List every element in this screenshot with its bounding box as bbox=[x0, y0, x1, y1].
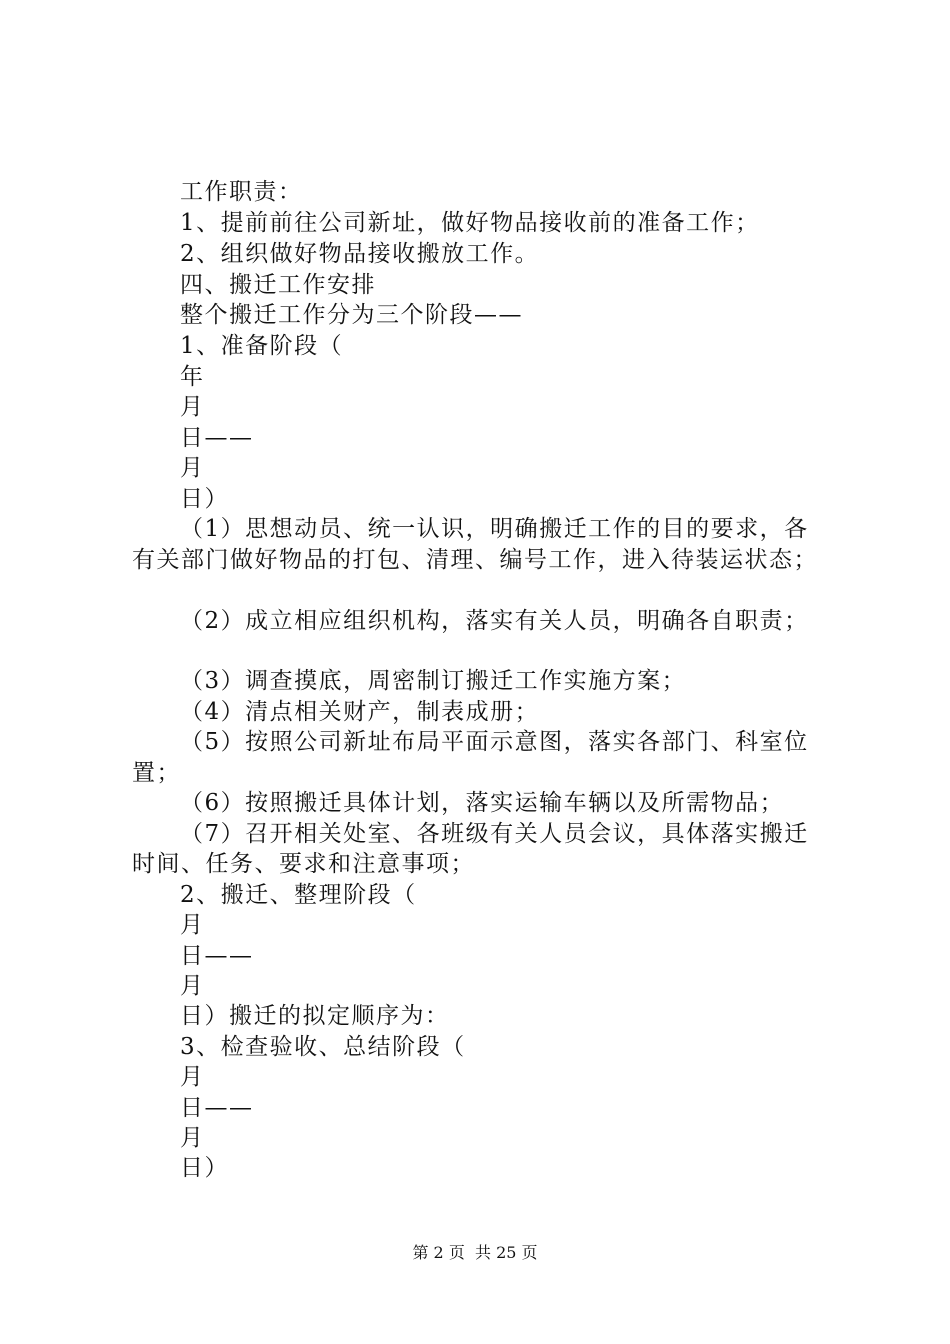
text-line: 1、提前前往公司新址，做好物品接收前的准备工作； bbox=[180, 210, 760, 236]
text-line: （6）按照搬迁具体计划，落实运输车辆以及所需物品； bbox=[180, 790, 785, 816]
text-line: 日） bbox=[180, 1155, 229, 1181]
text-line: 日—— bbox=[180, 1095, 254, 1121]
section-heading: 四、搬迁工作安排 bbox=[180, 272, 376, 298]
text-line: 1、准备阶段（ bbox=[180, 333, 344, 359]
text-line: 工作职责： bbox=[180, 179, 303, 205]
text-line: 日） bbox=[180, 486, 229, 512]
text-line: （7）召开相关处室、各班级有关人员会议，具体落实搬迁 bbox=[180, 821, 809, 847]
text-line: （3）调查摸底，周密制订搬迁工作实施方案； bbox=[180, 668, 687, 694]
text-line: 月 bbox=[180, 973, 205, 999]
text-line: 月 bbox=[180, 1125, 205, 1151]
text-line: 月 bbox=[180, 455, 205, 481]
text-line: 月 bbox=[180, 1064, 205, 1090]
text-line: 月 bbox=[180, 394, 205, 420]
text-line: 2、搬迁、整理阶段（ bbox=[180, 882, 417, 908]
text-line: 日）搬迁的拟定顺序为： bbox=[180, 1003, 450, 1029]
page-footer bbox=[0, 1243, 950, 1263]
text-line: 2、组织做好物品接收搬放工作。 bbox=[180, 241, 540, 267]
text-line: 有关部门做好物品的打包、清理、编号工作，进入待装运状态； bbox=[132, 547, 818, 573]
page-number-label: 第 2 页 共 25 页 bbox=[412, 1243, 538, 1262]
text-line: （1）思想动员、统一认识，明确搬迁工作的目的要求，各 bbox=[180, 516, 809, 542]
text-line: 置； bbox=[132, 760, 181, 786]
text-line: （4）清点相关财产，制表成册； bbox=[180, 699, 540, 725]
text-line: 月 bbox=[180, 912, 205, 938]
text-line: （2）成立相应组织机构，落实有关人员，明确各自职责； bbox=[180, 608, 809, 634]
text-line: 日—— bbox=[180, 943, 254, 969]
text-line: 3、检查验收、总结阶段（ bbox=[180, 1034, 466, 1060]
text-line: （5）按照公司新址布局平面示意图，落实各部门、科室位 bbox=[180, 729, 809, 755]
text-line: 时间、任务、要求和注意事项； bbox=[132, 851, 475, 877]
text-line: 年 bbox=[180, 364, 205, 390]
text-line: 日—— bbox=[180, 425, 254, 451]
text-line: 整个搬迁工作分为三个阶段—— bbox=[180, 302, 523, 328]
